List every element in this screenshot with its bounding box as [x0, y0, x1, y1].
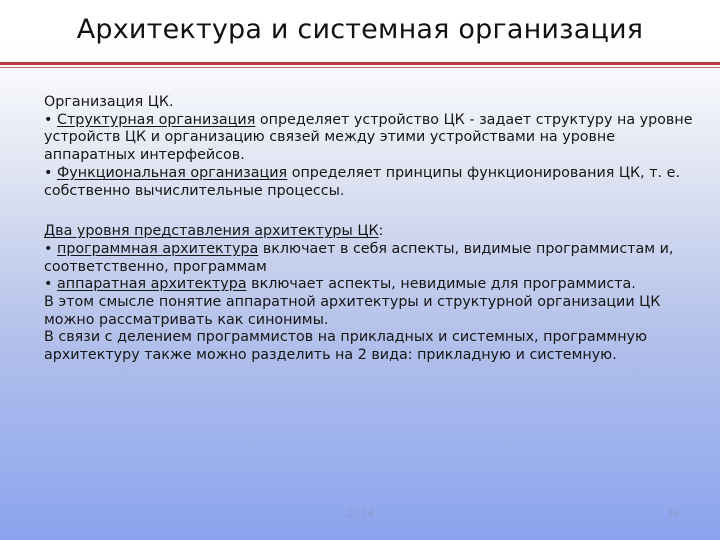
bullet-text: включает в себя аспекты, видимые программистам и, соответственно, программам	[44, 240, 674, 275]
section2-heading	[44, 223, 694, 241]
section2-bullet-software	[44, 241, 694, 276]
bullet-marker: •	[44, 240, 57, 257]
section2-paragraph-synonyms: В этом смысле понятие аппаратной архитектуры и структурной организации ЦК можно рассматривать как синонимы.	[44, 294, 661, 328]
slide-number: 39	[666, 507, 680, 520]
term-structural-organization: Структурная организация	[56, 111, 256, 128]
section1-bullet-structural	[44, 112, 694, 165]
slide-body	[44, 94, 694, 365]
title-divider	[0, 62, 720, 65]
bullet-marker: •	[44, 111, 57, 128]
section2-heading-suffix: :	[378, 223, 384, 240]
bullet-marker: •	[44, 164, 57, 181]
slide-title: Архитектура и системная организация	[76, 14, 644, 45]
section2-paragraph-types: В связи с делением программистов на прикладных и системных, программную архитектуру также можно разделить на 2 вида: прикладную и системную.	[44, 329, 648, 364]
section1-bullet-functional	[44, 165, 694, 200]
term-software-architecture: программная архитектура	[56, 240, 259, 257]
section2-bullet-hardware	[44, 276, 694, 294]
bullet-text: включает аспекты, невидимые для программиста.	[246, 276, 636, 293]
term-functional-organization: Функциональная организация	[56, 164, 288, 181]
title-divider-thin	[0, 67, 720, 68]
bullet-text: определяет устройство ЦК - задает структуру на уровне устройств ЦК и организацию связей между этими устройствами на уровне аппаратных интерфейсов.	[44, 111, 693, 164]
bullet-text: определяет принципы функционирования ЦК, т. е. собственно вычислительные процессы.	[44, 164, 680, 199]
footer-date: 2014	[346, 507, 374, 520]
bullet-marker: •	[44, 276, 57, 293]
section-gap	[44, 200, 694, 223]
section1-heading: Организация ЦК.	[44, 94, 174, 110]
term-hardware-architecture: аппаратная архитектура	[56, 276, 247, 293]
section2-heading-text: Два уровня представления архитектуры ЦК	[44, 223, 379, 240]
